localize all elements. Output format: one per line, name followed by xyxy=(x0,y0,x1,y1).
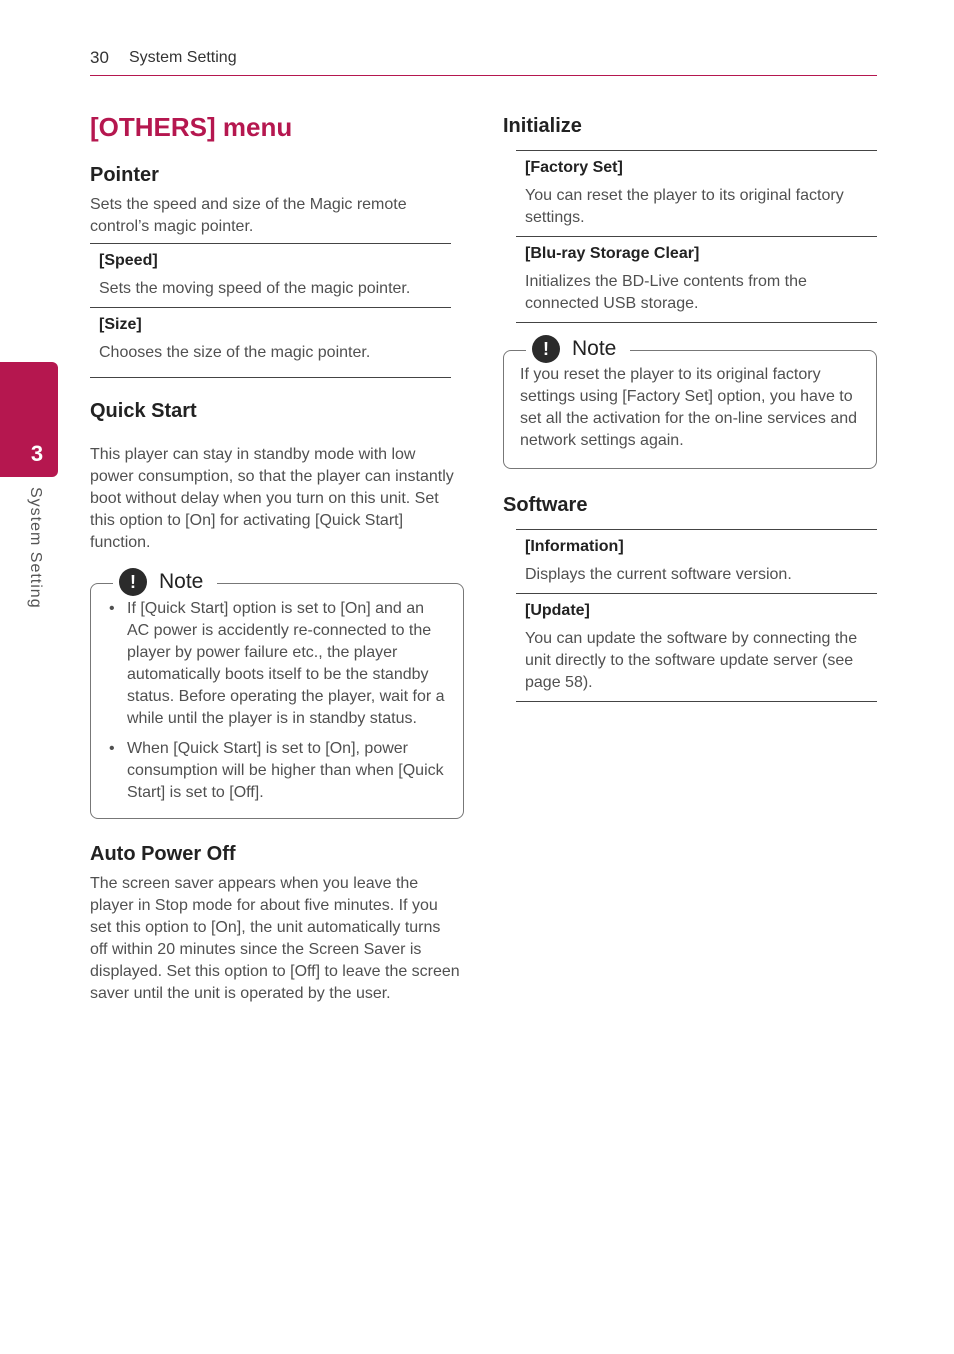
initialize-heading: Initialize xyxy=(503,115,582,137)
option-term: [Update] xyxy=(525,602,590,619)
exclamation-circle-icon: ! xyxy=(532,335,560,363)
option-desc: Chooses the size of the magic pointer. xyxy=(99,344,371,361)
auto-power-off-heading: Auto Power Off xyxy=(90,843,236,865)
option-term: [Information] xyxy=(525,538,624,555)
exclamation-circle-icon: ! xyxy=(119,568,147,596)
option-term: [Factory Set] xyxy=(525,159,623,176)
right-column xyxy=(503,110,877,702)
option-term: [Blu-ray Storage Clear] xyxy=(525,245,700,262)
table-row xyxy=(516,151,877,237)
initialize-options-table xyxy=(516,150,877,323)
table-row xyxy=(90,308,451,378)
quick-start-note xyxy=(90,570,464,819)
option-desc: You can update the software by connecting the unit directly to the software update server (see page 58). xyxy=(525,630,858,691)
list-item: • If [Quick Start] option is set to [On] and an AC power is accidently re-connected to the player by power failure etc., the player automatically boots itself to be the standby status. Before operating the player, wait for a while until the player is in standby status. xyxy=(107,598,449,730)
quick-start-body: This player can stay in standby mode with low power consumption, so that the player can instantly boot without delay when you turn on this unit. Set this option to [On] for activating [Quick Start] function. xyxy=(90,446,454,551)
table-row xyxy=(516,530,877,594)
software-options-table xyxy=(516,529,877,702)
note-header xyxy=(113,568,217,596)
list-item: • When [Quick Start] is set to [On], power consumption will be higher than when [Quick Start] is set to [Off]. xyxy=(107,738,449,804)
left-column xyxy=(90,110,464,1005)
page-header xyxy=(90,48,877,76)
note-text: If you reset the player to its original factory settings using [Factory Set] option, you have to set all the activation for the on-line services and network settings again. xyxy=(520,366,858,449)
note-label: Note xyxy=(159,570,204,593)
option-desc: You can reset the player to its original factory settings. xyxy=(525,187,844,226)
table-row xyxy=(516,237,877,323)
table-row xyxy=(516,594,877,702)
option-term: [Speed] xyxy=(99,252,158,269)
chapter-number: 3 xyxy=(30,441,44,466)
quick-start-heading: Quick Start xyxy=(90,400,197,422)
table-row xyxy=(90,244,451,308)
option-term: [Size] xyxy=(99,316,142,333)
page-number: 30 xyxy=(90,48,109,67)
note-header xyxy=(526,335,630,363)
option-desc: Sets the moving speed of the magic pointer. xyxy=(99,280,411,297)
note-label: Note xyxy=(572,337,617,360)
auto-power-off-body: The screen saver appears when you leave the player in Stop mode for about five minutes. If you set this option to [On], the unit automatically turns off within 20 minutes since the Screen Saver is displayed. Set this option to [Off] to leave the screen saver until the unit is operated by the user. xyxy=(90,875,460,1002)
header-section-name: System Setting xyxy=(129,49,237,66)
option-desc: Displays the current software version. xyxy=(525,566,792,583)
note-list xyxy=(107,598,449,804)
option-desc: Initializes the BD-Live contents from the connected USB storage. xyxy=(525,273,807,312)
pointer-options-table xyxy=(90,243,451,378)
software-heading: Software xyxy=(503,494,588,516)
chapter-label: System Setting xyxy=(27,487,44,609)
initialize-note xyxy=(503,337,877,469)
page-title: [OTHERS] menu xyxy=(90,112,293,142)
pointer-intro: Sets the speed and size of the Magic remote control’s magic pointer. xyxy=(90,196,407,235)
pointer-heading: Pointer xyxy=(90,164,159,186)
